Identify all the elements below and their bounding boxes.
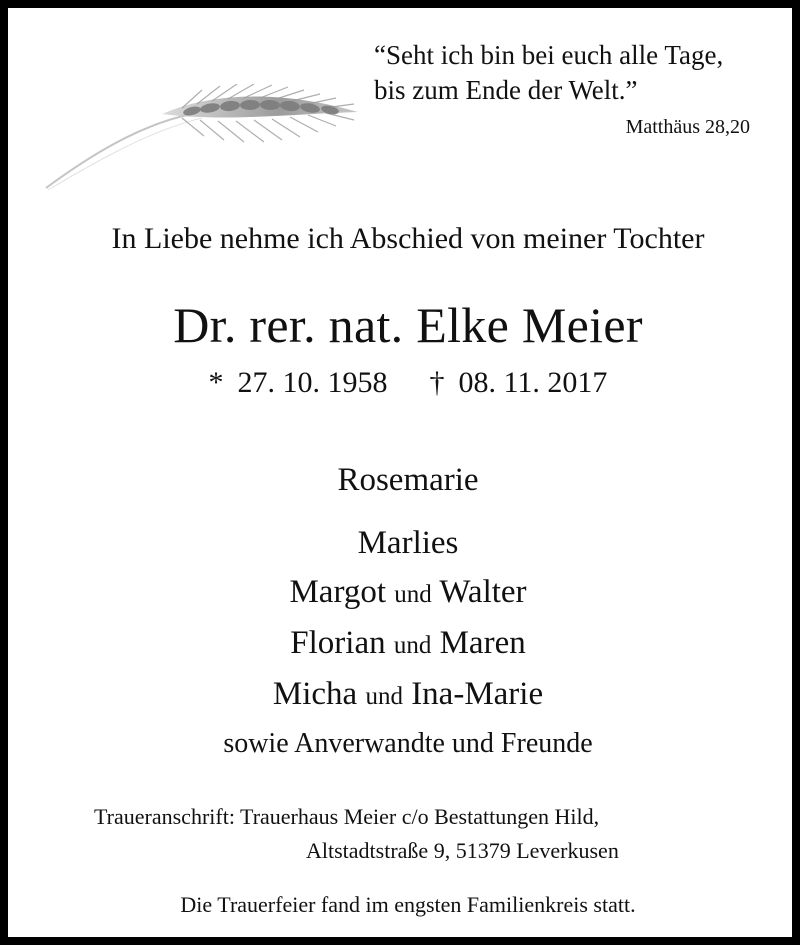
mourner-name: Florian [290,625,386,661]
mourner-couple-3 [8,670,800,721]
death-symbol: † [429,366,445,399]
mourner-rosemarie: Rosemarie [337,462,479,498]
mourner-name: Walter [439,574,527,610]
mourner-name: Margot [289,574,387,610]
intro-text: In Liebe nehme ich Abschied von meiner Tochter [111,222,705,255]
life-dates [8,366,800,400]
mourners-closing: sowie Anverwandte und Freunde [223,728,593,759]
death-date: 08. 11. 2017 [458,366,608,399]
address-line-2: Altstadtstraße 9, 51379 Leverkusen [306,838,619,863]
mourner-marlies: Marlies [357,525,459,561]
birth-symbol: * [208,366,224,399]
mourner-couple-2 [8,619,800,670]
connector-und: und [365,683,403,710]
wheat-ear-icon [42,84,358,194]
mourner-name: Micha [272,676,358,712]
quote-line-1: “Seht ich bin bei euch alle Tage, [374,40,724,70]
deceased-name: Dr. rer. nat. Elke Meier [173,297,643,353]
quote-line-2: bis zum Ende der Welt.” [374,75,638,105]
mourner-name: Maren [439,625,526,661]
mourners-list [8,456,800,767]
bible-quote [374,38,784,108]
address-line-1: Traueranschrift: Trauerhaus Meier c/o Bestattungen Hild, [94,804,600,829]
mourner-name: Ina-Marie [411,676,544,712]
connector-und: und [393,632,432,659]
mourner-couple-1 [8,568,800,619]
connector-und: und [394,581,432,608]
quote-source: Matthäus 28,20 [625,116,750,138]
birth-date: 27. 10. 1958 [237,366,388,399]
funeral-note: Die Trauerfeier fand im engsten Familienkreis statt. [180,892,636,917]
